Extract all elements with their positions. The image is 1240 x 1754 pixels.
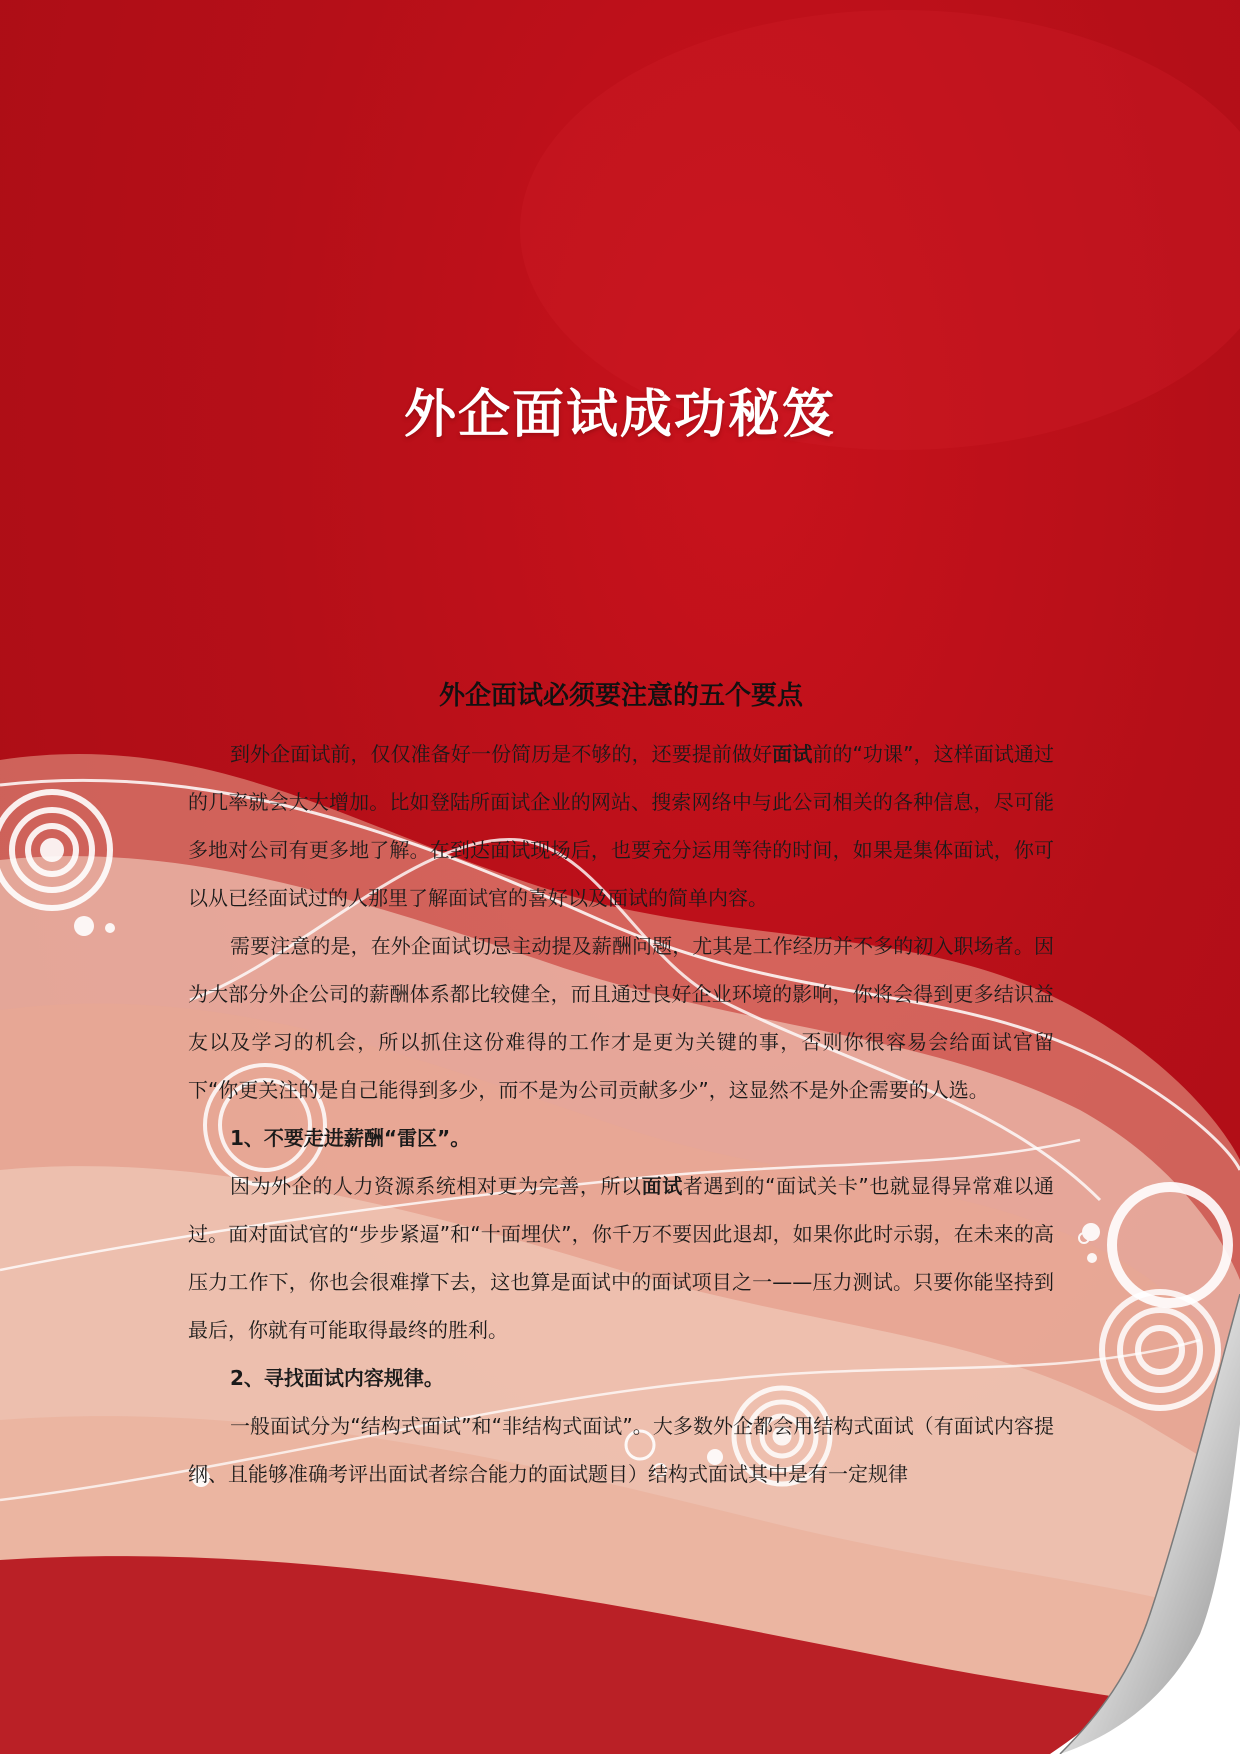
paragraph-1-emphasis: 面试 — [772, 742, 813, 766]
paragraph-3-text-c: 者遇到的“面试关卡”也就显得异常难以通过。面对面试官的“步步紧逼”和“十面埋伏”，你千万不要因此退却，如果你此时示弱，在未来的高压力工作下，你也会很难撑下去，这也算是面试中的面试项目之一——压力测试。只要你能坚持到最后，你就有可能取得最终的胜利。 — [188, 1174, 1055, 1342]
paragraph-1-text-c: 前的“功课”，这样面试通过的几率就会大大增加。比如登陆所面试企业的网站、搜索网络中与此公司相关的各种信息，尽可能多地对公司有更多地了解。在到达面试现场后，也要充分运用等待的时间，如果是集体面试，你可以从已经面试过的人那里了解面试官的喜好以及面试的简单内容。 — [188, 742, 1055, 910]
paragraph-2: 需要注意的是，在外企面试切忌主动提及薪酬问题，尤其是工作经历并不多的初入职场者。因为大部分外企公司的薪酬体系都比较健全，而且通过良好企业环境的影响，你将会得到更多结识益友以及学习的机会，所以抓住这份难得的工作才是更为关键的事，否则你很容易会给面试官留下“你更关注的是自己能得到多少，而不是为公司贡献多少”，这显然不是外企需要的人选。 — [188, 934, 1054, 1102]
section-heading: 外企面试必须要注意的五个要点 — [438, 681, 803, 711]
page-curl-decoration — [1050, 1294, 1240, 1754]
subheading-2: 2、寻找面试内容规律。 — [230, 1366, 444, 1390]
paragraph-1-text-a: 到外企面试前，仅仅准备好一份简历是不够的，还要提前做好 — [230, 742, 773, 766]
paragraph-4: 一般面试分为“结构式面试”和“非结构式面试”。大多数外企都会用结构式面试（有面试内容提纲、且能够准确考评出面试者综合能力的面试题目）结构式面试其中是有一定规律 — [188, 1414, 1054, 1486]
subheading-1: 1、不要走进薪酬“雷区”。 — [230, 1126, 471, 1150]
paragraph-3 — [188, 1162, 1054, 1354]
paragraph-3-text-a: 因为外企的人力资源系统相对更为完善，所以 — [230, 1174, 642, 1198]
paragraph-3-emphasis: 面试 — [641, 1174, 683, 1198]
document-body — [188, 672, 1054, 1498]
cover-title: 外企面试成功秘笈 — [403, 385, 836, 445]
paragraph-1 — [188, 730, 1054, 922]
